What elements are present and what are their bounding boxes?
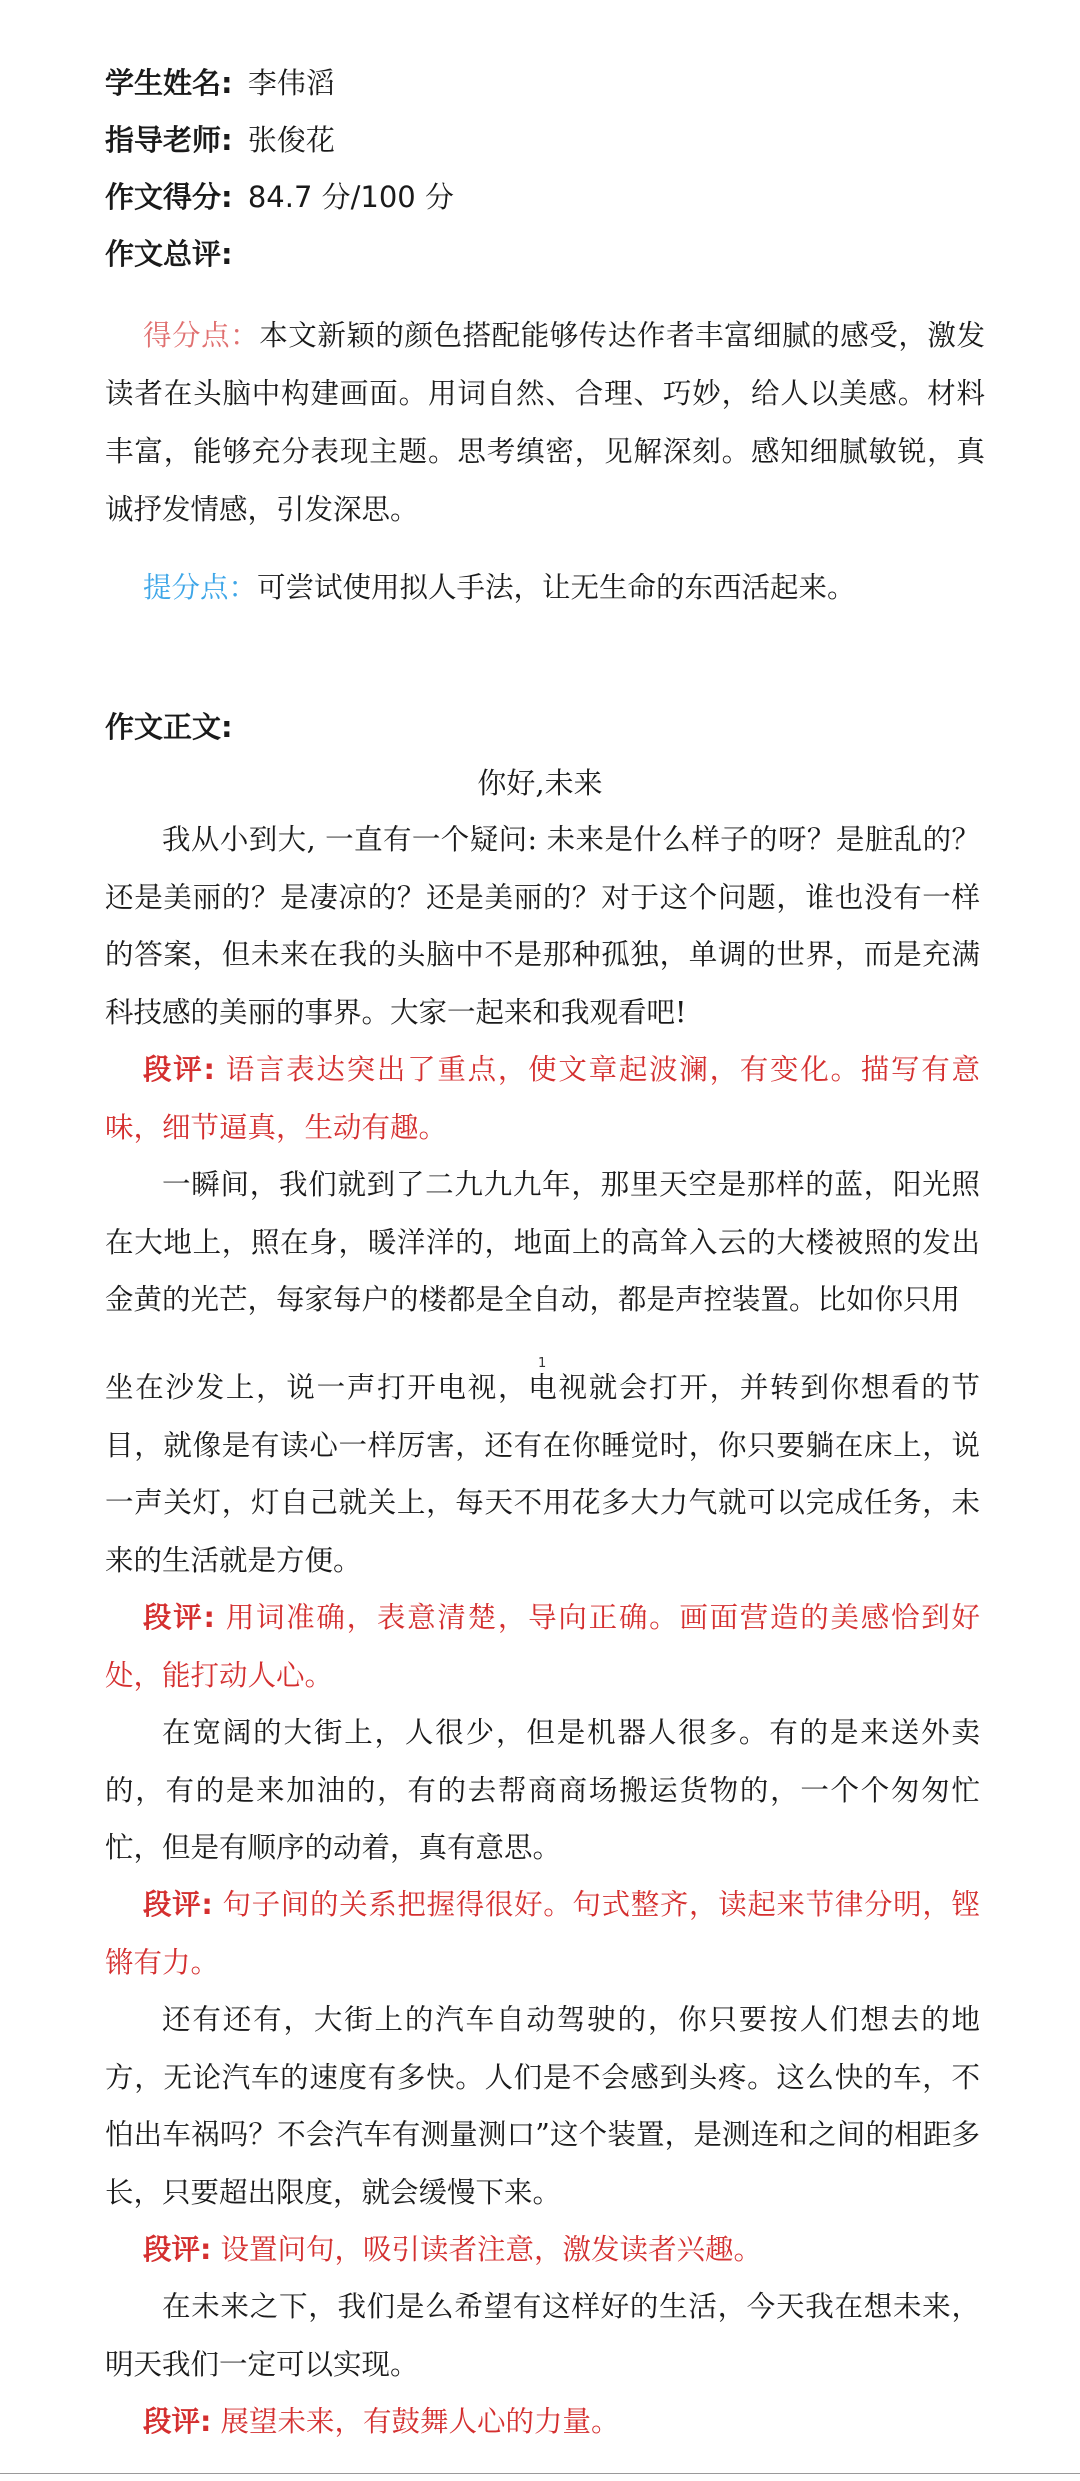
paragraph-comment-text: 句子间的关系把握得很好。句式整齐，读起来节律分明，铿锵有力。: [105, 1888, 981, 1979]
overall-comment-label: 作文总评:: [105, 237, 233, 271]
improvement-points-tag: 提分点：: [143, 571, 258, 604]
essay-paragraph-4: 还有还有，大街上的汽车自动驾驶的，你只要按人们想去的地方，无论汽车的速度有多快。人们是不会感到头疼。这么快的车，不怕出车祸吗？不会汽车有测量测口”这个装置，是测连和之间的相距多长，只要超出限度，就会缓慢下来。: [105, 2003, 980, 2209]
student-name-line: [105, 63, 335, 103]
paragraph-comment-label: 段评:: [143, 2233, 212, 2266]
student-name-label: 学生姓名:: [105, 66, 233, 100]
scoring-points-tag: 得分点：: [143, 319, 260, 352]
essay-paragraph-2: 一瞬间，我们就到了二九九九年，那里天空是那样的蓝，阳光照在大地上，照在身，暖洋洋的，地面上的高耸入云的大楼被照的发出金黄的光芒，每家每户的楼都是全自动，都是声控装置。比如你只用: [105, 1168, 980, 1316]
paragraph-comment-2: [105, 1589, 980, 1704]
student-name-value: 李伟滔: [247, 66, 335, 100]
improvement-points-text: 可尝试使用拟人手法，让无生命的东西活起来。: [257, 571, 856, 604]
paragraph-comment-text: 用词准确，表意清楚，导向正确。画面营造的美感恰到好处，能打动人心。: [105, 1601, 980, 1692]
teacher-line: [105, 120, 335, 160]
paragraph-comment-5: [105, 2393, 980, 2451]
paragraph-comment-label: 段评:: [143, 1888, 213, 1921]
essay-paragraph-2-continued: 坐在沙发上，说一声打开电视，电视就会打开，并转到你想看的节目，就像是有读心一样厉害，还有在你睡觉时，你只要躺在床上，说一声关灯，灯自己就关上，每天不用花多大力气就可以完成任务，未来的生活就是方便。: [105, 1371, 980, 1577]
paragraph-comment-1: [105, 1041, 980, 1156]
page-number: 1: [538, 1356, 547, 1371]
paragraph-comment-label: 段评:: [143, 1601, 215, 1634]
teacher-value: 张俊花: [247, 123, 335, 157]
paragraph-comment-4: [105, 2221, 980, 2279]
paragraph-comment-label: 段评:: [143, 1053, 215, 1086]
overall-comment-line: [105, 234, 233, 274]
essay-paragraph-5: 在未来之下，我们是么希望有这样好的生活，今天我在想未来，明天我们一定可以实现。: [105, 2290, 980, 2381]
paragraph-comment-3: [105, 1876, 980, 1991]
score-label: 作文得分:: [105, 180, 233, 214]
scoring-points: [105, 307, 985, 539]
teacher-label: 指导老师:: [105, 123, 233, 157]
paragraph-comment-label: 段评:: [143, 2405, 212, 2438]
paragraph-comment-text: 设置问句，吸引读者注意，激发读者兴趣。: [220, 2233, 762, 2266]
essay-paragraph-1: 我从小到大, 一直有一个疑问: 未来是什么样子的呀？是脏乱的？还是美丽的？是凄凉的？还是美丽的？对于这个问题，谁也没有一样的答案，但未来在我的头脑中不是那种孤独，单调的世界，而是充满科技感的美丽的事界。大家一起来和我观看吧!: [105, 823, 980, 1029]
essay-body-heading: 作文正文:: [105, 710, 233, 744]
paragraph-comment-text: 语言表达突出了重点，使文章起波澜，有变化。描写有意味，细节逼真，生动有趣。: [105, 1053, 980, 1144]
paragraph-comment-text: 展望未来，有鼓舞人心的力量。: [220, 2405, 620, 2438]
score-line: [105, 177, 454, 217]
improvement-points: [105, 559, 985, 617]
scoring-points-text: 本文新颖的颜色搭配能够传达作者丰富细腻的感受，激发读者在头脑中构建画面。用词自然、合理、巧妙，给人以美感。材料丰富，能够充分表现主题。思考缜密，见解深刻。感知细腻敏锐，真诚抒发情感，引发深思。: [105, 319, 985, 526]
essay-paragraph-3: 在宽阔的大街上，人很少，但是机器人很多。有的是来送外卖的，有的是来加油的，有的去帮商商场搬运货物的，一个个匆匆忙忙，但是有顺序的动着，真有意思。: [105, 1716, 980, 1864]
essay-title: 你好,未来: [477, 766, 603, 800]
score-value: 84.7 分/100 分: [247, 180, 454, 214]
bottom-divider: [0, 2473, 1080, 2474]
